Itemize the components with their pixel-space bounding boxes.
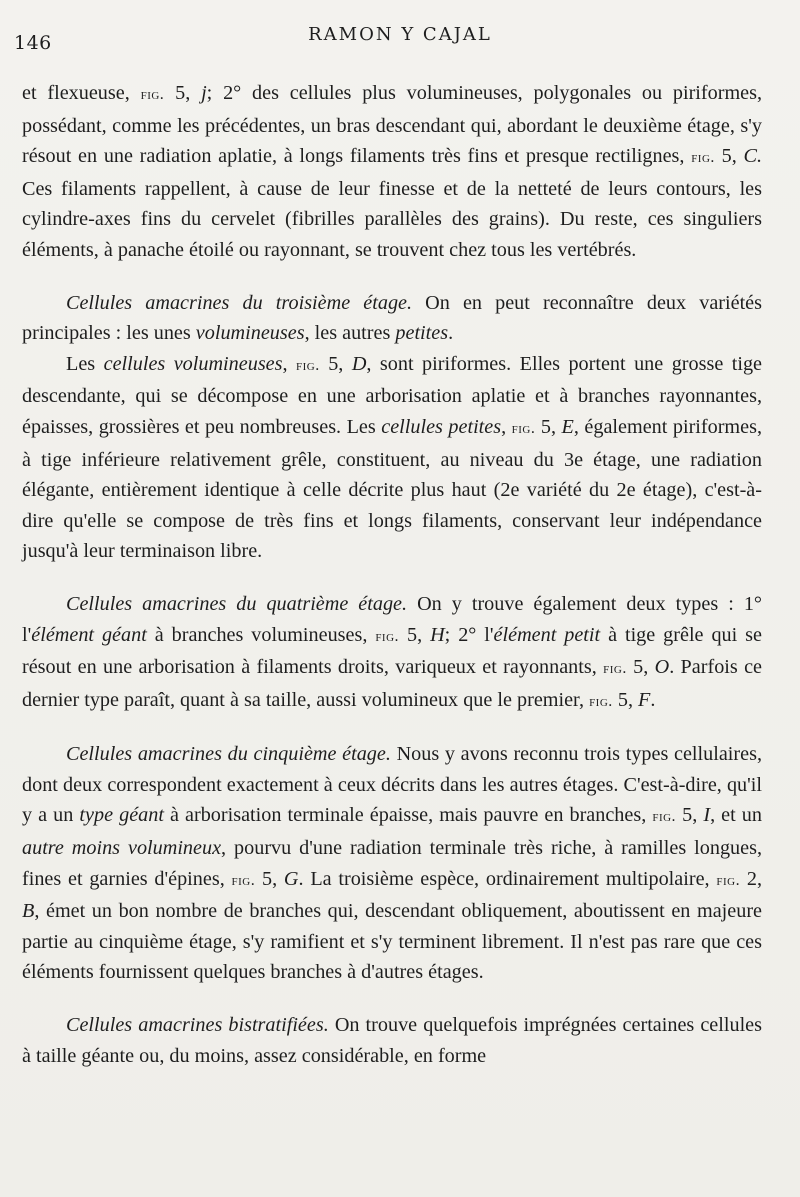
text: à arborisation terminale épaisse, mais pauvre en branches, <box>163 804 653 827</box>
text: 2, <box>740 867 762 890</box>
italic-text: B <box>22 900 35 923</box>
text: , pourvu d'une radiation terminale très riche, à ramilles longues, fines et garnies d'épines, <box>22 837 763 890</box>
italic-text: F <box>638 688 651 711</box>
figure-ref: fig. <box>652 808 677 826</box>
italic-text: autre moins volumineux <box>22 837 222 860</box>
section-heading: Cellules amacrines du quatrième étage. <box>66 592 408 615</box>
text: On y trouve également deux types : 1° l' <box>22 592 762 646</box>
italic-text: cellules volumineuses <box>103 352 283 375</box>
text: ; 2° des cellules plus volumineuses, polygonales ou piriformes, possédant, comme les précédentes, un bras descendant qui, abordant le deuxième étage, s'y résout en une radiation aplatie, à longs filaments très fins et presque rectilignes, <box>22 82 763 168</box>
italic-text: petites <box>395 322 449 345</box>
italic-text: I <box>703 804 711 827</box>
text: , et un <box>710 804 762 827</box>
figure-ref: fig. <box>231 871 256 889</box>
italic-text: C. <box>743 145 763 168</box>
text: . Parfois ce dernier type paraît, quant à sa taille, aussi volumineux que le premier, <box>22 656 762 711</box>
figure-ref: fig. <box>716 871 741 889</box>
text: à branches volumineuses, <box>146 623 376 646</box>
figure-ref: fig. <box>691 149 715 167</box>
text: On trouve quelquefois imprégnées certaines cellules à taille géante ou, du moins, assez considérable, en forme <box>22 1014 762 1067</box>
paragraph-5 <box>22 739 762 988</box>
text: 5, <box>612 688 639 711</box>
text: 5, <box>319 352 352 375</box>
figure-ref: fig. <box>375 627 400 645</box>
text: 5, <box>535 415 562 438</box>
text: 5, <box>714 145 744 168</box>
paragraph-4 <box>22 589 762 717</box>
text: 5, <box>676 804 704 827</box>
italic-text: élément petit <box>493 623 601 646</box>
text: , <box>282 352 297 375</box>
italic-text: D <box>351 352 367 375</box>
text: , <box>501 415 512 438</box>
paragraph-3 <box>22 349 762 567</box>
italic-text: élément géant <box>31 623 147 646</box>
text: à tige grêle qui se résout en une arborisation à filaments droits, variqueux et rayonnants, <box>22 623 762 679</box>
text: , émet un bon nombre de branches qui, descendant obliquement, aboutissent en majeure partie au cinquième étage, s'y ramifient et s'y terminent librement. Il n'est pas rare que ces éléments fournissent quelques branches à d'autres étages. <box>22 900 762 984</box>
text: Nous y avons reconnu trois types cellulaires, dont deux correspondent exactement à ceux décrits dans les autres étages. C'est-à-dire, qu'il y a un <box>22 743 762 827</box>
italic-text: type géant <box>79 804 164 827</box>
italic-text: volumineuses <box>195 322 305 345</box>
figure-ref: fig. <box>603 660 627 678</box>
body-text <box>22 78 762 1071</box>
text: Ces filaments rappellent, à cause de leur finesse et de la netteté de leurs contours, les cylindre-axes fins du cervelet (fibrilles parallèles des grains). Du reste, ces singuliers éléments, à panache étoilé ou rayonnant, se trouvent chez tous les vertébrés. <box>22 177 762 261</box>
text: ; 2° l' <box>444 623 494 646</box>
italic-text: G <box>283 867 299 890</box>
text: . <box>448 322 454 345</box>
text: 5, <box>255 867 284 890</box>
text: 5, <box>164 82 202 104</box>
text: . La troisième espèce, ordinairement multipolaire, <box>298 867 717 890</box>
section-heading: Cellules amacrines bistratifiées. <box>66 1014 329 1037</box>
figure-ref: fig. <box>511 419 536 437</box>
text: On en peut reconnaître deux variétés principales : les unes <box>22 291 762 345</box>
figure-ref: fig. <box>589 692 613 710</box>
italic-text: E <box>561 415 574 438</box>
text: , également piriformes, à tige inférieure relativement grêle, constituent, au niveau du 3e étage, une radiation élégante, entièrement identique à celle décrite plus haut (2e variété du 2e étage), c'est-à-dire qu'elle se compose de très fins et longs filaments, conservant leur indépendance jusqu'à leur terminaison libre. <box>22 415 763 563</box>
paragraph-1 <box>22 78 762 266</box>
section-heading: Cellules amacrines du troisième étage. <box>66 291 413 314</box>
paragraph-2 <box>22 288 762 349</box>
text: . <box>650 688 656 711</box>
text: , les autres <box>304 322 396 345</box>
text: , sont piriformes. Elles portent une grosse tige descendante, qui se décompose en une arborisation aplatie et à branches rayonnantes, épaisses, grossières et peu nombreuses. Les <box>22 352 763 438</box>
text: 5, <box>399 623 431 646</box>
italic-text: O <box>654 656 670 679</box>
section-heading: Cellules amacrines du cinquième étage. <box>66 743 391 766</box>
figure-ref: fig. <box>140 86 165 103</box>
text: Les <box>66 352 104 375</box>
italic-text: j <box>201 82 207 104</box>
italic-text: cellules petites <box>381 415 502 438</box>
text: 5, <box>626 656 655 679</box>
figure-ref: fig. <box>296 356 320 374</box>
text: et flexueuse, <box>22 82 141 104</box>
page-number: 146 <box>14 32 52 54</box>
page-header <box>0 22 800 52</box>
running-head: RAMON Y CAJAL <box>308 24 492 45</box>
paragraph-6 <box>22 1010 762 1071</box>
italic-text: H <box>430 623 445 646</box>
